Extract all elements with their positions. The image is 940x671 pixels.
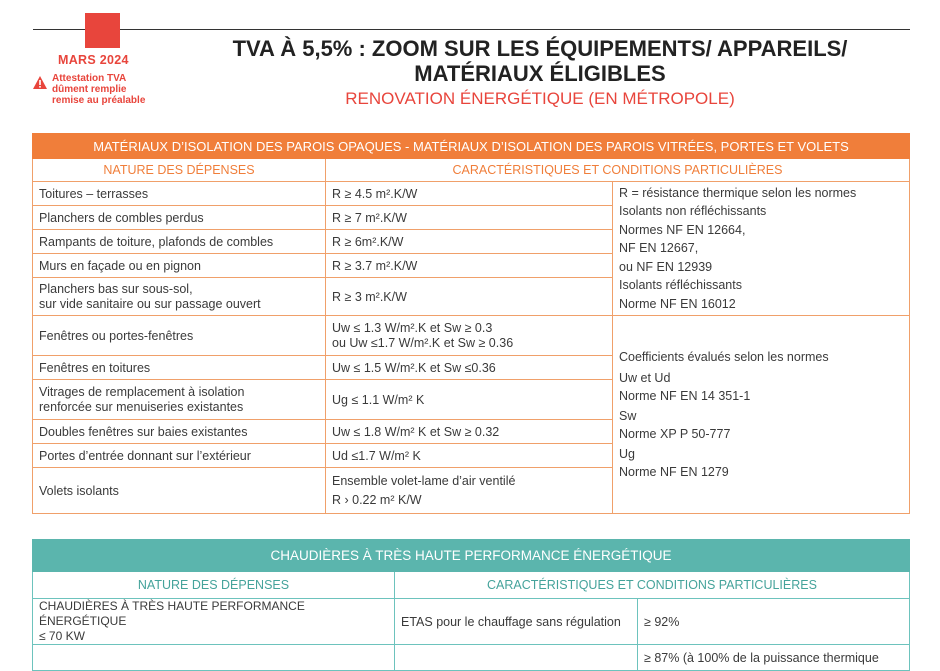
- conditions-vitrees: [613, 316, 910, 514]
- condition-line: Sw: [619, 409, 637, 424]
- value-cell: [326, 316, 613, 356]
- value-cell: ≥ 87% (à 100% de la puissance thermique: [638, 645, 910, 671]
- nature-cell: [33, 278, 326, 316]
- table-row: [33, 182, 910, 206]
- condition-line: Ug: [619, 447, 635, 462]
- nature-cell: [33, 380, 326, 420]
- condition-line: Isolants réfléchissants: [619, 278, 742, 293]
- nature-cell: [33, 599, 395, 645]
- nature-line: Planchers bas sur sous-sol,: [39, 281, 193, 296]
- value-cell: Ug ≤ 1.1 W/m² K: [326, 380, 613, 420]
- insulation-table: [32, 133, 910, 514]
- section-title: MATÉRIAUX D’ISOLATION DES PAROIS OPAQUES - MATÉRIAUX D’ISOLATION DES PAROIS VITRÉES, PORTES ET VOLETS: [33, 134, 910, 159]
- nature-line: sur vide sanitaire ou sur passage ouvert: [39, 296, 261, 311]
- value-line: ou Uw ≤1.7 W/m².K et Sw ≥ 0.36: [332, 335, 514, 350]
- value-cell: R ≥ 7 m².K/W: [326, 206, 613, 230]
- condition-line: ou NF EN 12939: [619, 259, 713, 274]
- value-cell: Ud ≤1.7 W/m² K: [326, 444, 613, 468]
- value-line: R › 0.22 m² K/W: [332, 492, 422, 507]
- column-header-conditions: CARACTÉRISTIQUES ET CONDITIONS PARTICULIÈRES: [395, 572, 910, 599]
- value-cell: R ≥ 3 m².K/W: [326, 278, 613, 316]
- title-line-2: MATÉRIAUX ÉLIGIBLES: [414, 61, 666, 86]
- table-row: [33, 316, 910, 356]
- condition-line: Isolants non réfléchissants: [619, 204, 767, 219]
- nature-cell: Volets isolants: [33, 468, 326, 514]
- conditions-opaque: [613, 182, 910, 316]
- publication-date: MARS 2024: [58, 53, 129, 67]
- condition-line: Norme XP P 50-777: [619, 426, 731, 441]
- table-row: [33, 599, 910, 645]
- nature-line: ≤ 70 KW: [39, 629, 85, 643]
- condition-line: Coefficients évalués selon les normes: [619, 349, 829, 364]
- title-line-1: TVA À 5,5% : ZOOM SUR LES ÉQUIPEMENTS/ APPAREILS/: [232, 36, 848, 61]
- nature-cell: Fenêtres en toitures: [33, 356, 326, 380]
- nature-cell: Doubles fenêtres sur baies existantes: [33, 420, 326, 444]
- attestation-line: remise au préalable: [52, 95, 146, 106]
- column-header-nature: NATURE DES DÉPENSES: [33, 159, 326, 182]
- attestation-line: dûment remplie: [52, 84, 127, 95]
- nature-cell: Fenêtres ou portes-fenêtres: [33, 316, 326, 356]
- value-line: Ensemble volet-lame d’air ventilé: [332, 473, 516, 488]
- value-cell: ≥ 92%: [638, 599, 910, 645]
- condition-line: Norme NF EN 16012: [619, 296, 736, 311]
- value-line: Uw ≤ 1.3 W/m².K et Sw ≥ 0.3: [332, 320, 493, 335]
- condition-line: Normes NF EN 12664,: [619, 222, 746, 237]
- brand-square: [85, 13, 120, 48]
- value-cell: Uw ≤ 1.8 W/m² K et Sw ≥ 0.32: [326, 420, 613, 444]
- nature-cell: Rampants de toiture, plafonds de combles: [33, 230, 326, 254]
- value-cell: R ≥ 3.7 m².K/W: [326, 254, 613, 278]
- column-header-conditions: CARACTÉRISTIQUES ET CONDITIONS PARTICULIÈRES: [326, 159, 910, 182]
- nature-line: Vitrages de remplacement à isolation: [39, 384, 245, 399]
- value-cell: R ≥ 6m².K/W: [326, 230, 613, 254]
- nature-cell: Planchers de combles perdus: [33, 206, 326, 230]
- attestation-line: Attestation TVA: [52, 73, 127, 84]
- table-row: [33, 645, 910, 671]
- nature-cell: Murs en façade ou en pignon: [33, 254, 326, 278]
- condition-line: Uw et Ud: [619, 371, 671, 386]
- value-cell: Uw ≤ 1.5 W/m².K et Sw ≤0.36: [326, 356, 613, 380]
- nature-line: CHAUDIÈRES À TRÈS HAUTE PERFORMANCE ÉNERGÉTIQUE: [39, 599, 305, 628]
- criteria-cell: [395, 645, 638, 671]
- nature-cell: Portes d’entrée donnant sur l’extérieur: [33, 444, 326, 468]
- page-title: [180, 36, 900, 86]
- nature-cell: [33, 645, 395, 671]
- page-subtitle: RENOVATION ÉNERGÉTIQUE (EN MÉTROPOLE): [345, 89, 735, 108]
- value-cell: R ≥ 4.5 m².K/W: [326, 182, 613, 206]
- warning-icon: [33, 76, 47, 89]
- column-header-nature: NATURE DES DÉPENSES: [33, 572, 395, 599]
- section-title: CHAUDIÈRES À TRÈS HAUTE PERFORMANCE ÉNERGÉTIQUE: [33, 540, 910, 572]
- nature-cell: Toitures – terrasses: [33, 182, 326, 206]
- attestation-note: [52, 73, 145, 106]
- condition-line: Norme NF EN 1279: [619, 464, 729, 479]
- value-cell: [326, 468, 613, 514]
- condition-line: NF EN 12667,: [619, 241, 699, 256]
- nature-line: renforcée sur menuiseries existantes: [39, 399, 244, 414]
- condition-line: Norme NF EN 14 351-1: [619, 388, 751, 403]
- header-rule: [33, 29, 910, 30]
- criteria-cell: ETAS pour le chauffage sans régulation: [395, 599, 638, 645]
- boiler-table: [32, 539, 910, 671]
- condition-line: R = résistance thermique selon les normes: [619, 185, 857, 200]
